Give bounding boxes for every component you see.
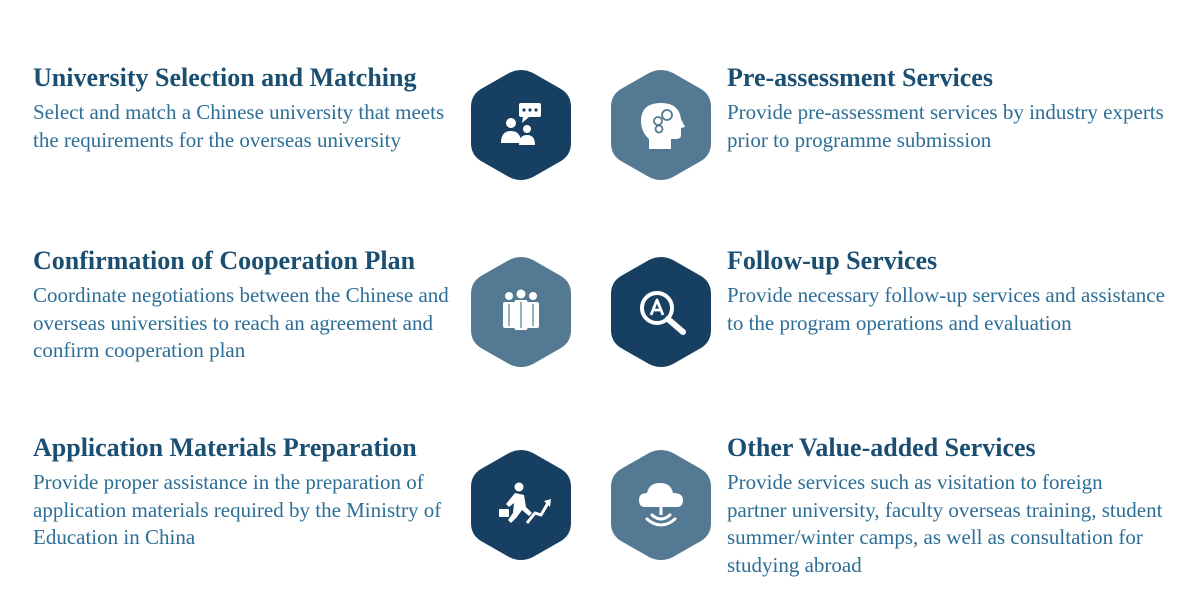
service-description: Provide proper assistance in the preparation of application materials required by the Ministry of Education in China [33, 470, 442, 549]
service-description: Select and match a Chinese university that meets the requirements for the overseas university [33, 100, 445, 152]
service-pre-assessment [727, 63, 1167, 154]
service-description: Provide services such as visitation to foreign partner university, faculty overseas training, student summer/winter camps, as well as consultation for studying abroad [727, 470, 1163, 577]
team-icon [469, 256, 573, 368]
service-title: Pre-assessment Services [727, 63, 993, 92]
service-cooperation-plan [33, 246, 458, 365]
service-description: Provide necessary follow-up services and assistance to the program operations and evaluation [727, 283, 1165, 335]
service-title: University Selection and Matching [33, 63, 417, 92]
service-university-selection [33, 63, 458, 154]
service-title: Other Value-added Services [727, 433, 1036, 462]
head-money-icon [609, 69, 713, 181]
service-description: Provide pre-assessment services by industry experts prior to programme submission [727, 100, 1164, 152]
service-description: Coordinate negotiations between the Chinese and overseas universities to reach an agreement and confirm cooperation plan [33, 283, 449, 362]
service-follow-up [727, 246, 1167, 337]
magnifier-a-icon [609, 256, 713, 368]
service-title: Confirmation of Cooperation Plan [33, 246, 416, 275]
service-title: Application Materials Preparation [33, 433, 417, 462]
service-title: Follow-up Services [727, 246, 938, 275]
cloud-signal-icon [609, 449, 713, 561]
running-man-arrow-icon [469, 449, 573, 561]
discussion-people-icon [469, 69, 573, 181]
service-value-added [727, 433, 1167, 579]
service-application-materials [33, 433, 458, 552]
